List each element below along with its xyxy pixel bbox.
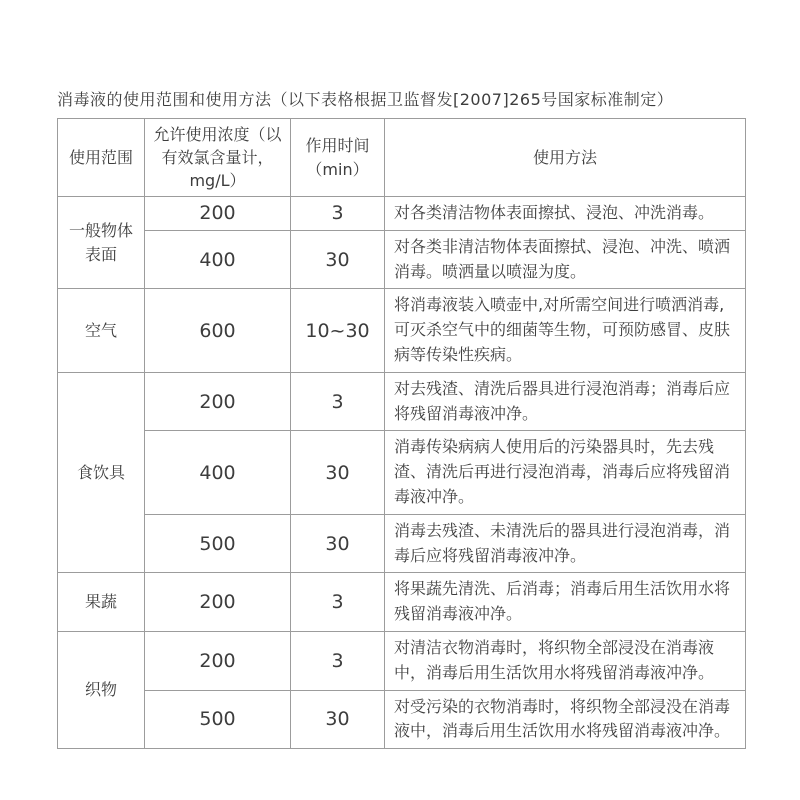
concentration-cell: 500 [145,690,291,749]
method-cell: 对去残渣、清洗后器具进行浸泡消毒；消毒后应将残留消毒液冲净。 [385,372,746,431]
method-cell: 对各类清洁物体表面擦拭、浸泡、冲洗消毒。 [385,197,746,231]
time-cell: 30 [291,690,385,749]
concentration-cell: 400 [145,431,291,514]
table-row [58,372,746,431]
time-cell: 3 [291,372,385,431]
header-usage-method: 使用方法 [385,119,746,197]
method-cell: 对清洁衣物消毒时，将织物全部浸没在消毒液中，消毒后用生活饮用水将残留消毒液冲净。 [385,631,746,690]
scope-cell: 空气 [58,289,145,372]
time-cell: 30 [291,514,385,573]
table-body [58,197,746,749]
table-row [58,289,746,372]
table-row [58,230,746,289]
time-cell: 30 [291,230,385,289]
header-action-time: 作用时间（min） [291,119,385,197]
table-row [58,631,746,690]
time-cell: 30 [291,431,385,514]
scope-cell: 织物 [58,631,145,748]
time-cell: 3 [291,631,385,690]
table-row [58,431,746,514]
method-cell: 将果蔬先清洗、后消毒；消毒后用生活饮用水将残留消毒液冲净。 [385,573,746,632]
concentration-cell: 200 [145,573,291,632]
concentration-cell: 200 [145,631,291,690]
time-cell: 3 [291,197,385,231]
method-cell: 将消毒液装入喷壶中,对所需空间进行喷洒消毒,可灭杀空气中的细菌等生物，可预防感冒、皮肤病等传染性疾病。 [385,289,746,372]
table-row [58,690,746,749]
concentration-cell: 200 [145,372,291,431]
method-cell: 消毒传染病病人使用后的污染器具时，先去残渣、清洗后再进行浸泡消毒，消毒后应将残留消毒液冲净。 [385,431,746,514]
concentration-cell: 600 [145,289,291,372]
table-row [58,514,746,573]
header-row [58,119,746,197]
table-row [58,573,746,632]
table-row [58,197,746,231]
method-cell: 消毒去残渣、未清洗后的器具进行浸泡消毒，消毒后应将残留消毒液冲净。 [385,514,746,573]
table-header [58,119,746,197]
time-cell: 3 [291,573,385,632]
header-allowed-concentration: 允许使用浓度（以有效氯含量计，mg/L） [145,119,291,197]
page-title: 消毒液的使用范围和使用方法（以下表格根据卫监督发[2007]265号国家标准制定） [57,90,674,109]
disinfectant-usage-table [57,118,746,749]
time-cell: 10~30 [291,289,385,372]
scope-cell: 果蔬 [58,573,145,632]
concentration-cell: 200 [145,197,291,231]
scope-cell: 一般物体表面 [58,197,145,289]
scope-cell: 食饮具 [58,372,145,573]
header-usage-scope: 使用范围 [58,119,145,197]
method-cell: 对受污染的衣物消毒时，将织物全部浸没在消毒液中，消毒后用生活饮用水将残留消毒液冲净。 [385,690,746,749]
concentration-cell: 400 [145,230,291,289]
method-cell: 对各类非清洁物体表面擦拭、浸泡、冲洗、喷洒消毒。喷洒量以喷湿为度。 [385,230,746,289]
concentration-cell: 500 [145,514,291,573]
